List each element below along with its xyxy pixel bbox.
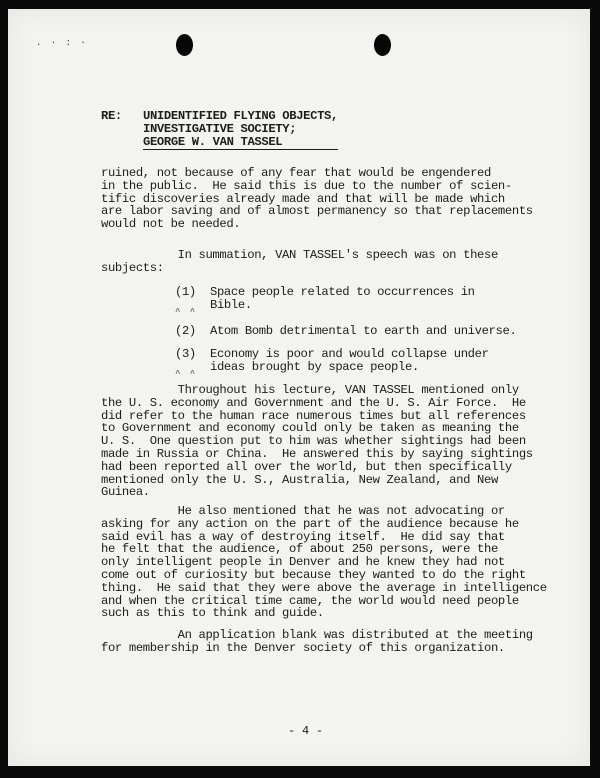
paragraph-application: An application blank was distributed at the meeting for membership in the Denver society of this organization. bbox=[101, 628, 533, 655]
item-number: (2) bbox=[175, 324, 196, 338]
list-item bbox=[8, 347, 489, 399]
re-label: RE: bbox=[101, 109, 122, 123]
paragraph-summation: In summation, VAN TASSEL's speech was on these subjects: bbox=[101, 248, 498, 275]
subject-line-1: UNIDENTIFIED FLYING OBJECTS, bbox=[143, 109, 338, 123]
subject-line-2: INVESTIGATIVE SOCIETY; bbox=[143, 121, 297, 136]
scan-specks: . · : · bbox=[36, 38, 88, 48]
item-number: (3) bbox=[175, 347, 196, 361]
item-number: (1) bbox=[175, 285, 196, 299]
paragraph-ruined: ruined, not because of any fear that would be engendered in the public. He said this is due to the number of scien- tific discoveries already made and that will be made which are labor saving and of almost permanency so that replacements would not be needed. bbox=[101, 166, 533, 232]
item-text: Economy is poor and would collapse under ideas brought by space people. bbox=[210, 347, 489, 374]
item-text: Space people related to occurrences in Bible. bbox=[210, 285, 475, 312]
page-number: - 4 - bbox=[288, 724, 323, 738]
subject-line-3: GEORGE W. VAN TASSEL bbox=[143, 136, 338, 151]
scan-marks: ^ ^ bbox=[175, 307, 198, 317]
paragraph-audience: He also mentioned that he was not advocating or asking for any action on the part of the audience because he said evil has a way of destroying itself. He did say that he felt that the audience, of about 250 persons, were the only intelligent people in Denver and he knew they had not come out of curiosity but because they wanted to do the right thing. He said that they were above the average in intelligence and when the critical time came, the world would need people such as this to think and guide. bbox=[101, 504, 547, 621]
paragraph-lecture: Throughout his lecture, VAN TASSEL mentioned only the U. S. economy and Government and the U. S. Air Force. He did refer to the human race numerous times but all references to Government and economy could only be taken as meaning the U. S. One question put to him was whether sightings had been made in Russia or China. He answered this by saying sightings had been reported all over the world, but then specifically mentioned only the U. S., Australia, New Zealand, and New Guinea. bbox=[101, 383, 533, 500]
punch-hole-right bbox=[374, 34, 391, 56]
document-page bbox=[8, 9, 590, 766]
scan-marks: ^ ^ bbox=[175, 369, 198, 379]
item-text: Atom Bomb detrimental to earth and universe. bbox=[210, 324, 517, 338]
punch-hole-left bbox=[176, 34, 193, 56]
subject-lines bbox=[143, 110, 338, 148]
